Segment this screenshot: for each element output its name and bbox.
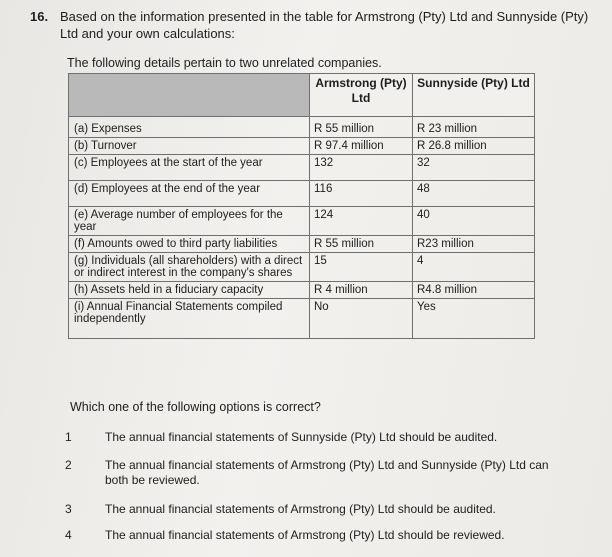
option-number: 1 [65, 430, 72, 444]
row-label: (i) Annual Financial Statements compiled independently [69, 299, 310, 339]
row-label: (d) Employees at the end of the year [69, 181, 310, 207]
option-number: 3 [65, 502, 72, 516]
sunnyside-value: R4.8 million [413, 282, 535, 299]
sunnyside-value: R 26.8 million [413, 138, 535, 155]
option-text: The annual financial statements of Armstrong (Pty) Ltd should be reviewed. [105, 528, 505, 542]
sunnyside-value: 32 [413, 155, 535, 181]
sunnyside-value: R23 million [413, 236, 535, 253]
row-label: (g) Individuals (all shareholders) with a direct or indirect interest in the company's shares [69, 253, 310, 282]
armstrong-value: 15 [310, 253, 413, 282]
row-label: (b) Turnover [69, 138, 310, 155]
option-number: 2 [65, 458, 72, 472]
sunnyside-value: Yes [413, 299, 535, 339]
row-label: (c) Employees at the start of the year [69, 155, 310, 181]
table-row [69, 253, 535, 282]
armstrong-value: R 55 million [310, 236, 413, 253]
armstrong-value: R 55 million [310, 117, 413, 138]
table-row [69, 181, 535, 207]
table-header-row [69, 74, 535, 117]
row-label: (a) Expenses [69, 117, 310, 138]
row-label: (e) Average number of employees for the year [69, 207, 310, 236]
armstrong-value: 124 [310, 207, 413, 236]
table-row [69, 155, 535, 181]
table-header-blank [69, 74, 310, 117]
row-label: (f) Amounts owed to third party liabilities [69, 236, 310, 253]
sunnyside-value: 48 [413, 181, 535, 207]
option-number: 4 [65, 528, 72, 542]
sunnyside-value: 4 [413, 253, 535, 282]
row-label: (h) Assets held in a fiduciary capacity [69, 282, 310, 299]
table-header-sunnyside: Sunnyside (Pty) Ltd [413, 74, 535, 117]
table-row [69, 117, 535, 138]
table-row [69, 138, 535, 155]
option-text: The annual financial statements of Sunnyside (Pty) Ltd should be audited. [105, 430, 498, 444]
sunnyside-value: R 23 million [413, 117, 535, 138]
armstrong-value: R 97.4 million [310, 138, 413, 155]
table-header-armstrong: Armstrong (Pty) Ltd [310, 74, 413, 117]
table-row [69, 299, 535, 339]
table-row [69, 236, 535, 253]
option-text: The annual financial statements of Armstrong (Pty) Ltd and Sunnyside (Pty) Ltd can both be reviewed. [105, 458, 549, 487]
armstrong-value: R 4 million [310, 282, 413, 299]
sunnyside-value: 40 [413, 207, 535, 236]
company-details-table [68, 73, 535, 339]
question-prompt: Which one of the following options is correct? [70, 400, 321, 414]
armstrong-value: 132 [310, 155, 413, 181]
table-row [69, 282, 535, 299]
table-row [69, 207, 535, 236]
armstrong-value: 116 [310, 181, 413, 207]
intro-text: The following details pertain to two unrelated companies. [67, 56, 382, 70]
option-text: The annual financial statements of Armstrong (Pty) Ltd should be audited. [105, 502, 496, 516]
question-text: Based on the information presented in the table for Armstrong (Pty) Ltd and Sunnyside (Pty) Ltd and your own calculations: [60, 9, 589, 41]
question-number: 16. [30, 9, 49, 24]
armstrong-value: No [310, 299, 413, 339]
